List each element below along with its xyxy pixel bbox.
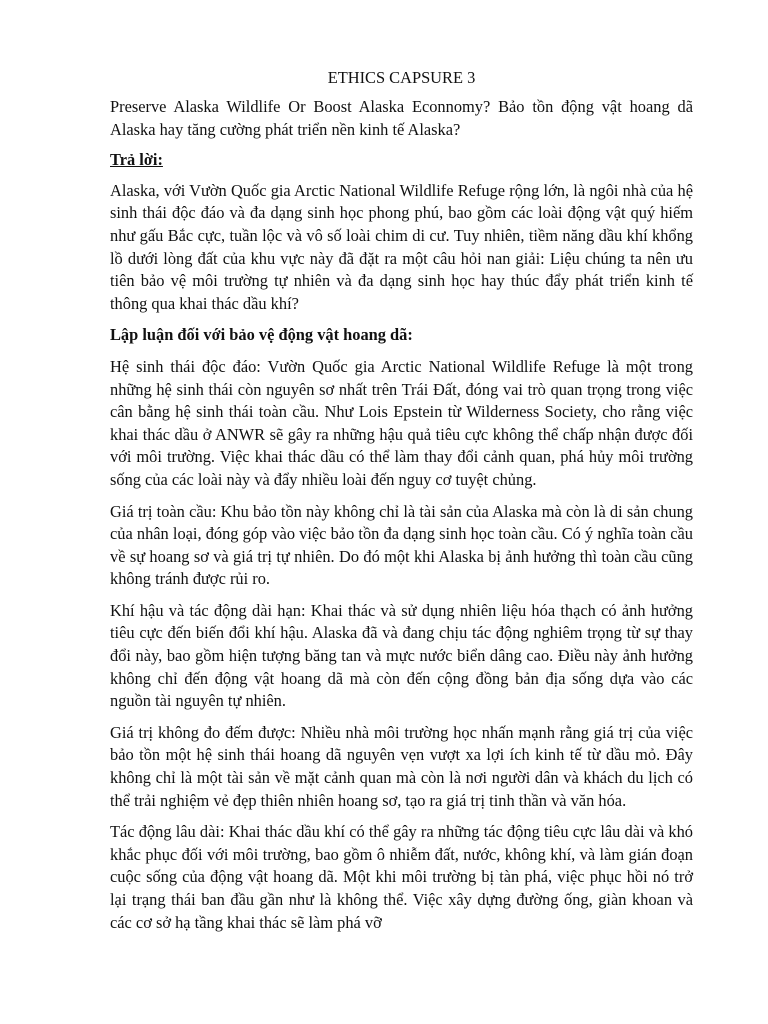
paragraph-long-term-impact: Tác động lâu dài: Khai thác dầu khí có thể gây ra những tác động tiêu cực lâu dài và khó khắc phục đối với môi trường, bao gồm ô nhiễm đất, nước, không khí, và làm gián đoạn cuộc sống của động vật hoang dã. Một khi môi trường bị tàn phá, việc phục hồi nó trở lại trạng thái ban đầu gần như là không thể. Việc xây dựng đường ống, giàn khoan và các cơ sở hạ tầng khai thác sẽ làm phá vỡ bbox=[110, 822, 693, 932]
intro-paragraph: Alaska, với Vườn Quốc gia Arctic National Wildlife Refuge rộng lớn, là ngôi nhà của hệ sinh thái độc đáo và đa dạng sinh học phong phú, bao gồm các loài động vật quý hiếm như gấu Bắc cực, tuần lộc và vô số loài chim di cư. Tuy nhiên, tiềm năng dầu khí khổng lồ dưới lòng đất của khu vực này đã đặt ra một câu hỏi nan giải: Liệu chúng ta nên ưu tiên bảo vệ môi trường tự nhiên và đa dạng sinh học hay thúc đẩy phát triển kinh tế thông qua khai thác dầu khí? bbox=[110, 180, 693, 313]
section-heading: Lập luận đối với bảo vệ động vật hoang dã: bbox=[110, 325, 413, 345]
paragraph-unmeasurable-value: Giá trị không đo đếm được: Nhiều nhà môi trường học nhấn mạnh rằng giá trị của việc bảo tồn một hệ sinh thái hoang dã nguyên vẹn vượt xa lợi ích kinh tế từ dầu mỏ. Đây không chỉ là một tài sản về mặt cảnh quan mà còn là nơi người dân và khách du lịch có thể trải nghiệm vẻ đẹp thiên nhiên hoang sơ, tạo ra giá trị tinh thần và văn hóa. bbox=[110, 722, 693, 810]
answer-label: Trả lời: bbox=[110, 150, 163, 170]
paragraph-global-value: Giá trị toàn cầu: Khu bảo tồn này không chỉ là tài sản của Alaska mà còn là di sản chung của nhân loại, đóng góp vào việc bảo tồn đa dạng sinh học toàn cầu. Có ý nghĩa toàn cầu về sự hoang sơ và giá trị tự nhiên. Do đó một khi Alaska bị ảnh hưởng thì toàn cầu cũng không tránh được rủi ro. bbox=[110, 501, 693, 589]
document-page bbox=[110, 66, 693, 943]
paragraph-climate-impact: Khí hậu và tác động dài hạn: Khai thác và sử dụng nhiên liệu hóa thạch có ảnh hưởng tiêu cực đến biến đổi khí hậu. Alaska đã và đang chịu tác động nghiêm trọng từ sự thay đổi này, bao gồm hiện tượng băng tan và mực nước biển dâng cao. Điều này ảnh hưởng không chỉ đến động vật hoang dã mà còn đến cộng đồng bản địa sống dựa vào các nguồn tài nguyên tự nhiên. bbox=[110, 600, 693, 711]
question-text: Preserve Alaska Wildlife Or Boost Alaska Econnomy? Bảo tồn động vật hoang dã Alaska hay tăng cường phát triển nền kinh tế Alaska? bbox=[110, 97, 693, 139]
paragraph-unique-ecosystem: Hệ sinh thái độc đáo: Vườn Quốc gia Arctic National Wildlife Refuge là một trong những hệ sinh thái còn nguyên sơ nhất trên Trái Đất, đóng vai trò quan trọng trong việc cân bằng hệ sinh thái toàn cầu. Như Lois Epstein từ Wilderness Society, cho rằng việc khai thác dầu ở ANWR sẽ gây ra những hậu quả tiêu cực không thể chấp nhận được đối với môi trường. Việc khai thác dầu có thể làm thay đổi cảnh quan, phá hủy môi trường sống của các loài này và đẩy nhiều loài đến nguy cơ tuyệt chủng. bbox=[110, 356, 693, 489]
document-title: ETHICS CAPSURE 3 bbox=[327, 68, 476, 87]
